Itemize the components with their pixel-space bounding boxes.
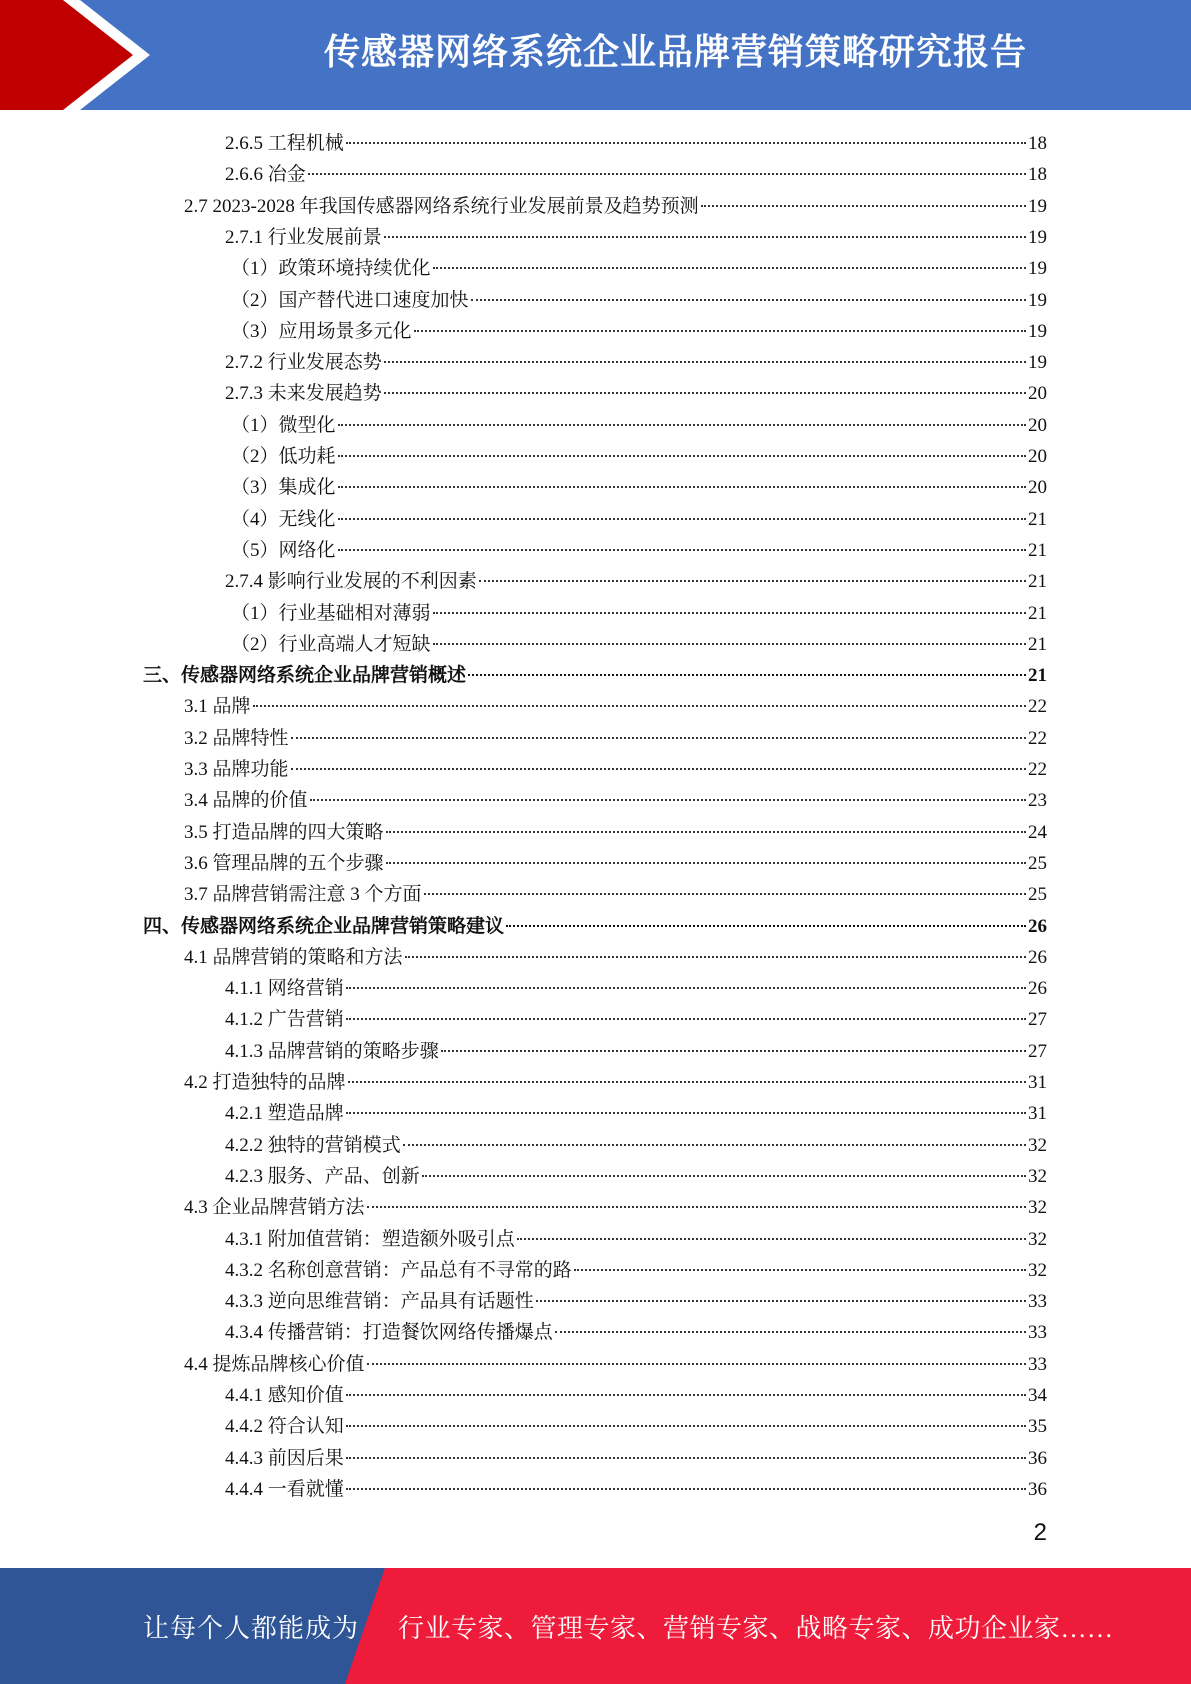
toc-entry[interactable] (184, 691, 1047, 722)
toc-entry-page: 36 (1028, 1478, 1047, 1500)
toc-entry-page: 26 (1028, 915, 1047, 937)
toc-entry-title: 三、传感器网络系统企业品牌营销概述 (143, 665, 467, 687)
toc-entry-page: 20 (1028, 383, 1047, 405)
toc-entry-page: 33 (1028, 1322, 1047, 1344)
toc-entry-page: 33 (1028, 1291, 1047, 1313)
toc-dot-leader (384, 361, 1026, 363)
toc-dot-leader (308, 173, 1026, 175)
toc-entry[interactable] (184, 817, 1047, 848)
toc-entry-page: 19 (1028, 195, 1047, 217)
toc-entry[interactable] (231, 504, 1047, 535)
toc-entry[interactable] (225, 1474, 1047, 1505)
toc-entry-page: 27 (1028, 1040, 1047, 1062)
toc-dot-leader (346, 1394, 1026, 1396)
toc-dot-leader (346, 1018, 1026, 1020)
toc-entry-title: 4.2 打造独特的品牌 (184, 1072, 346, 1093)
toc-entry[interactable] (225, 973, 1047, 1004)
toc-entry-title: 3.2 品牌特性 (184, 727, 289, 749)
toc-dot-leader (403, 1144, 1026, 1146)
toc-dot-leader (433, 612, 1026, 614)
toc-dot-leader (433, 643, 1026, 645)
toc-entry-title: 4.1.3 品牌营销的策略步骤 (225, 1040, 439, 1062)
toc-entry-page: 32 (1028, 1134, 1047, 1156)
toc-entry-page: 32 (1028, 1259, 1047, 1281)
toc-entry[interactable] (231, 472, 1047, 503)
toc-entry-page: 26 (1028, 946, 1047, 968)
toc-entry-page: 19 (1028, 352, 1047, 374)
toc-dot-leader (338, 455, 1026, 457)
toc-entry-title: 3.1 品牌 (184, 696, 251, 718)
page-header (0, 0, 1191, 110)
toc-entry[interactable] (231, 441, 1047, 472)
header-title: 传感器网络系统企业品牌营销策略研究报告 (323, 32, 1027, 73)
toc-entry[interactable] (225, 1380, 1047, 1411)
toc-entry[interactable] (231, 253, 1047, 284)
toc-entry-page: 31 (1028, 1103, 1047, 1125)
toc-entry[interactable] (143, 911, 1047, 942)
toc-entry-title: 4.1.1 网络营销 (225, 978, 344, 1000)
toc-entry[interactable] (225, 566, 1047, 597)
toc-dot-leader (384, 392, 1026, 394)
page-footer (0, 1568, 1191, 1684)
toc-entry-title: 四、传感器网络系统企业品牌营销策略建议 (143, 915, 505, 937)
toc-entry-title: 4.3 企业品牌营销方法 (184, 1197, 365, 1219)
toc-entry-page: 21 (1028, 539, 1047, 561)
toc-entry-title: （1）微型化 (231, 414, 336, 436)
footer-slogan-left: 让每个人都能成为 (143, 1614, 360, 1643)
toc-dot-leader (291, 737, 1026, 739)
toc-entry-title: 4.3.1 附加值营销：塑造额外吸引点 (225, 1228, 515, 1250)
toc-dot-leader (471, 299, 1026, 301)
toc-entry[interactable] (231, 535, 1047, 566)
toc-dot-leader (574, 1269, 1026, 1271)
toc-entry-title: 4.1 品牌营销的策略和方法 (184, 946, 403, 968)
toc-entry[interactable] (184, 1192, 1047, 1223)
toc-entry-title: 3.7 品牌营销需注意 3 个方面 (184, 884, 422, 906)
toc-entry-page: 34 (1028, 1385, 1047, 1406)
toc-entry-page: 24 (1028, 821, 1047, 843)
toc-entry-title: 4.3.2 名称创意营销：产品总有不寻常的路 (225, 1259, 572, 1281)
toc-entry-page: 27 (1028, 1009, 1047, 1031)
toc-entry[interactable] (225, 1255, 1047, 1286)
toc-dot-leader (338, 486, 1026, 488)
toc-entry-page: 21 (1028, 633, 1047, 655)
toc-dot-leader (536, 1300, 1026, 1302)
toc-entry-page: 35 (1028, 1416, 1047, 1438)
toc-entry-title: （2）国产替代进口速度加快 (231, 289, 469, 311)
toc-entry-page: 19 (1028, 289, 1047, 311)
toc-entry-title: 4.2.1 塑造品牌 (225, 1103, 344, 1125)
toc-entry[interactable] (225, 128, 1047, 159)
toc-entry-title: 2.7.2 行业发展态势 (225, 352, 382, 374)
toc-entry-page: 36 (1028, 1447, 1047, 1469)
toc-entry[interactable] (184, 723, 1047, 754)
toc-entry-page: 21 (1028, 571, 1047, 593)
toc-dot-leader (386, 831, 1026, 833)
toc-dot-leader (441, 1050, 1026, 1052)
toc-entry-title: 4.4.1 感知价值 (225, 1385, 344, 1406)
toc-entry-title: （1）行业基础相对薄弱 (231, 602, 431, 624)
toc-entry-title: 4.2.3 服务、产品、创新 (225, 1165, 420, 1187)
toc-entry-page: 33 (1028, 1353, 1047, 1375)
toc-entry[interactable] (184, 785, 1047, 816)
toc-dot-leader (338, 518, 1026, 520)
toc-entry-page: 22 (1028, 759, 1047, 780)
toc-entry[interactable] (143, 660, 1047, 691)
toc-entry-title: （3）集成化 (231, 477, 336, 499)
toc-entry-title: 3.5 打造品牌的四大策略 (184, 821, 384, 843)
toc-entry-page: 22 (1028, 727, 1047, 749)
toc-dot-leader (310, 799, 1026, 801)
toc-dot-leader (291, 768, 1026, 770)
toc-entry-title: 2.7 2023-2028 年我国传感器网络系统行业发展前景及趋势预测 (184, 195, 699, 217)
toc-entry-title: （2）行业高端人才短缺 (231, 633, 431, 655)
toc-entry[interactable] (225, 378, 1047, 409)
toc-dot-leader (346, 1425, 1026, 1427)
footer-slogan-right: 行业专家、管理专家、营销专家、战略专家、成功企业家…… (398, 1614, 1114, 1643)
toc-entry[interactable] (231, 316, 1047, 347)
toc-entry[interactable] (231, 285, 1047, 316)
toc-entry[interactable] (184, 191, 1047, 222)
toc-dot-leader (367, 1206, 1026, 1208)
toc-dot-leader (346, 142, 1026, 144)
toc-dot-leader (468, 674, 1026, 676)
toc-entry[interactable] (225, 1286, 1047, 1317)
toc-entry-title: 2.7.4 影响行业发展的不利因素 (225, 571, 477, 593)
toc-entry-title: 2.7.1 行业发展前景 (225, 226, 382, 248)
toc-dot-leader (414, 330, 1026, 332)
toc-entry-page: 18 (1028, 133, 1047, 154)
toc-dot-leader (555, 1331, 1026, 1333)
toc-entry-page: 25 (1028, 852, 1047, 874)
toc-entry-title: 4.3.3 逆向思维营销：产品具有话题性 (225, 1291, 534, 1313)
toc-entry-title: 4.4.4 一看就懂 (225, 1478, 344, 1500)
toc-dot-leader (405, 956, 1026, 958)
toc-entry-page: 19 (1028, 226, 1047, 248)
toc-entry[interactable] (184, 942, 1047, 973)
toc-entry-title: （5）网络化 (231, 539, 336, 561)
toc-entry-title: 4.3.4 传播营销：打造餐饮网络传播爆点 (225, 1322, 553, 1344)
toc-entry[interactable] (184, 848, 1047, 879)
toc-dot-leader (433, 267, 1026, 269)
toc-entry[interactable] (225, 1098, 1047, 1129)
toc-entry-title: （1）政策环境持续优化 (231, 258, 431, 280)
toc-dot-leader (479, 580, 1026, 582)
toc-entry[interactable] (184, 1349, 1047, 1380)
toc-entry-title: 4.4 提炼品牌核心价值 (184, 1353, 365, 1375)
toc-dot-leader (384, 236, 1026, 238)
toc-entry-page: 20 (1028, 446, 1047, 467)
toc-entry[interactable] (225, 1411, 1047, 1442)
toc-entry[interactable] (231, 410, 1047, 441)
toc-dot-leader (338, 549, 1026, 551)
toc-dot-leader (506, 925, 1026, 927)
toc-entry-title: 2.7.3 未来发展趋势 (225, 383, 382, 405)
toc-entry-title: 2.6.5 工程机械 (225, 133, 344, 154)
toc-dot-leader (253, 705, 1026, 707)
toc-dot-leader (346, 1488, 1026, 1490)
toc-entry-page: 31 (1028, 1072, 1047, 1093)
toc-entry-page: 32 (1028, 1228, 1047, 1250)
toc-entry[interactable] (225, 1004, 1047, 1035)
toc-entry[interactable] (225, 1130, 1047, 1161)
toc-entry-page: 20 (1028, 414, 1047, 436)
toc-entry[interactable] (225, 1036, 1047, 1067)
toc-entry-page: 19 (1028, 258, 1047, 280)
toc-entry-page: 19 (1028, 320, 1047, 342)
toc-entry-title: （2）低功耗 (231, 446, 336, 467)
toc-entry-page: 21 (1028, 508, 1047, 530)
toc-entry-page: 22 (1028, 696, 1047, 718)
toc-entry[interactable] (225, 1161, 1047, 1192)
toc-entry-page: 25 (1028, 884, 1047, 906)
toc-entry[interactable] (231, 629, 1047, 660)
page-number: 2 (1033, 1519, 1047, 1546)
toc-entry-page: 20 (1028, 477, 1047, 499)
toc-entry-title: 3.4 品牌的价值 (184, 790, 308, 812)
toc-dot-leader (338, 424, 1026, 426)
toc-entry-page: 32 (1028, 1165, 1047, 1187)
toc-entry-page: 18 (1028, 164, 1047, 186)
toc-dot-leader (346, 1457, 1026, 1459)
toc-dot-leader (422, 1175, 1026, 1177)
toc-entry-title: 4.1.2 广告营销 (225, 1009, 344, 1031)
toc-dot-leader (348, 1081, 1026, 1083)
toc-entry[interactable] (184, 754, 1047, 785)
toc-entry-page: 21 (1028, 602, 1047, 624)
toc-entry[interactable] (225, 347, 1047, 378)
toc-entry-title: 4.4.2 符合认知 (225, 1416, 344, 1438)
toc-entry[interactable] (225, 1443, 1047, 1474)
toc-entry-title: （3）应用场景多元化 (231, 320, 412, 342)
toc-dot-leader (424, 893, 1026, 895)
toc-entry[interactable] (184, 1067, 1047, 1098)
toc-entry-title: 2.6.6 冶金 (225, 164, 306, 186)
toc-entry-page: 26 (1028, 978, 1047, 1000)
toc-entry-title: （4）无线化 (231, 508, 336, 530)
toc-entry[interactable] (225, 159, 1047, 190)
toc-dot-leader (386, 862, 1026, 864)
toc-dot-leader (346, 987, 1026, 989)
toc-dot-leader (346, 1112, 1026, 1114)
toc-entry[interactable] (225, 222, 1047, 253)
toc-entry-page: 21 (1028, 665, 1047, 687)
toc-entry[interactable] (231, 598, 1047, 629)
toc-dot-leader (701, 205, 1026, 207)
toc-dot-leader (367, 1363, 1026, 1365)
toc-entry-page: 32 (1028, 1197, 1047, 1219)
toc-entry[interactable] (184, 879, 1047, 910)
toc-entry-title: 4.2.2 独特的营销模式 (225, 1134, 401, 1156)
toc-entry-page: 23 (1028, 790, 1047, 812)
toc-dot-leader (517, 1238, 1026, 1240)
toc-entry-title: 3.6 管理品牌的五个步骤 (184, 852, 384, 874)
toc-entry[interactable] (225, 1224, 1047, 1255)
toc-entry[interactable] (225, 1317, 1047, 1348)
toc-entry-title: 3.3 品牌功能 (184, 759, 289, 780)
toc-entry-title: 4.4.3 前因后果 (225, 1447, 344, 1469)
